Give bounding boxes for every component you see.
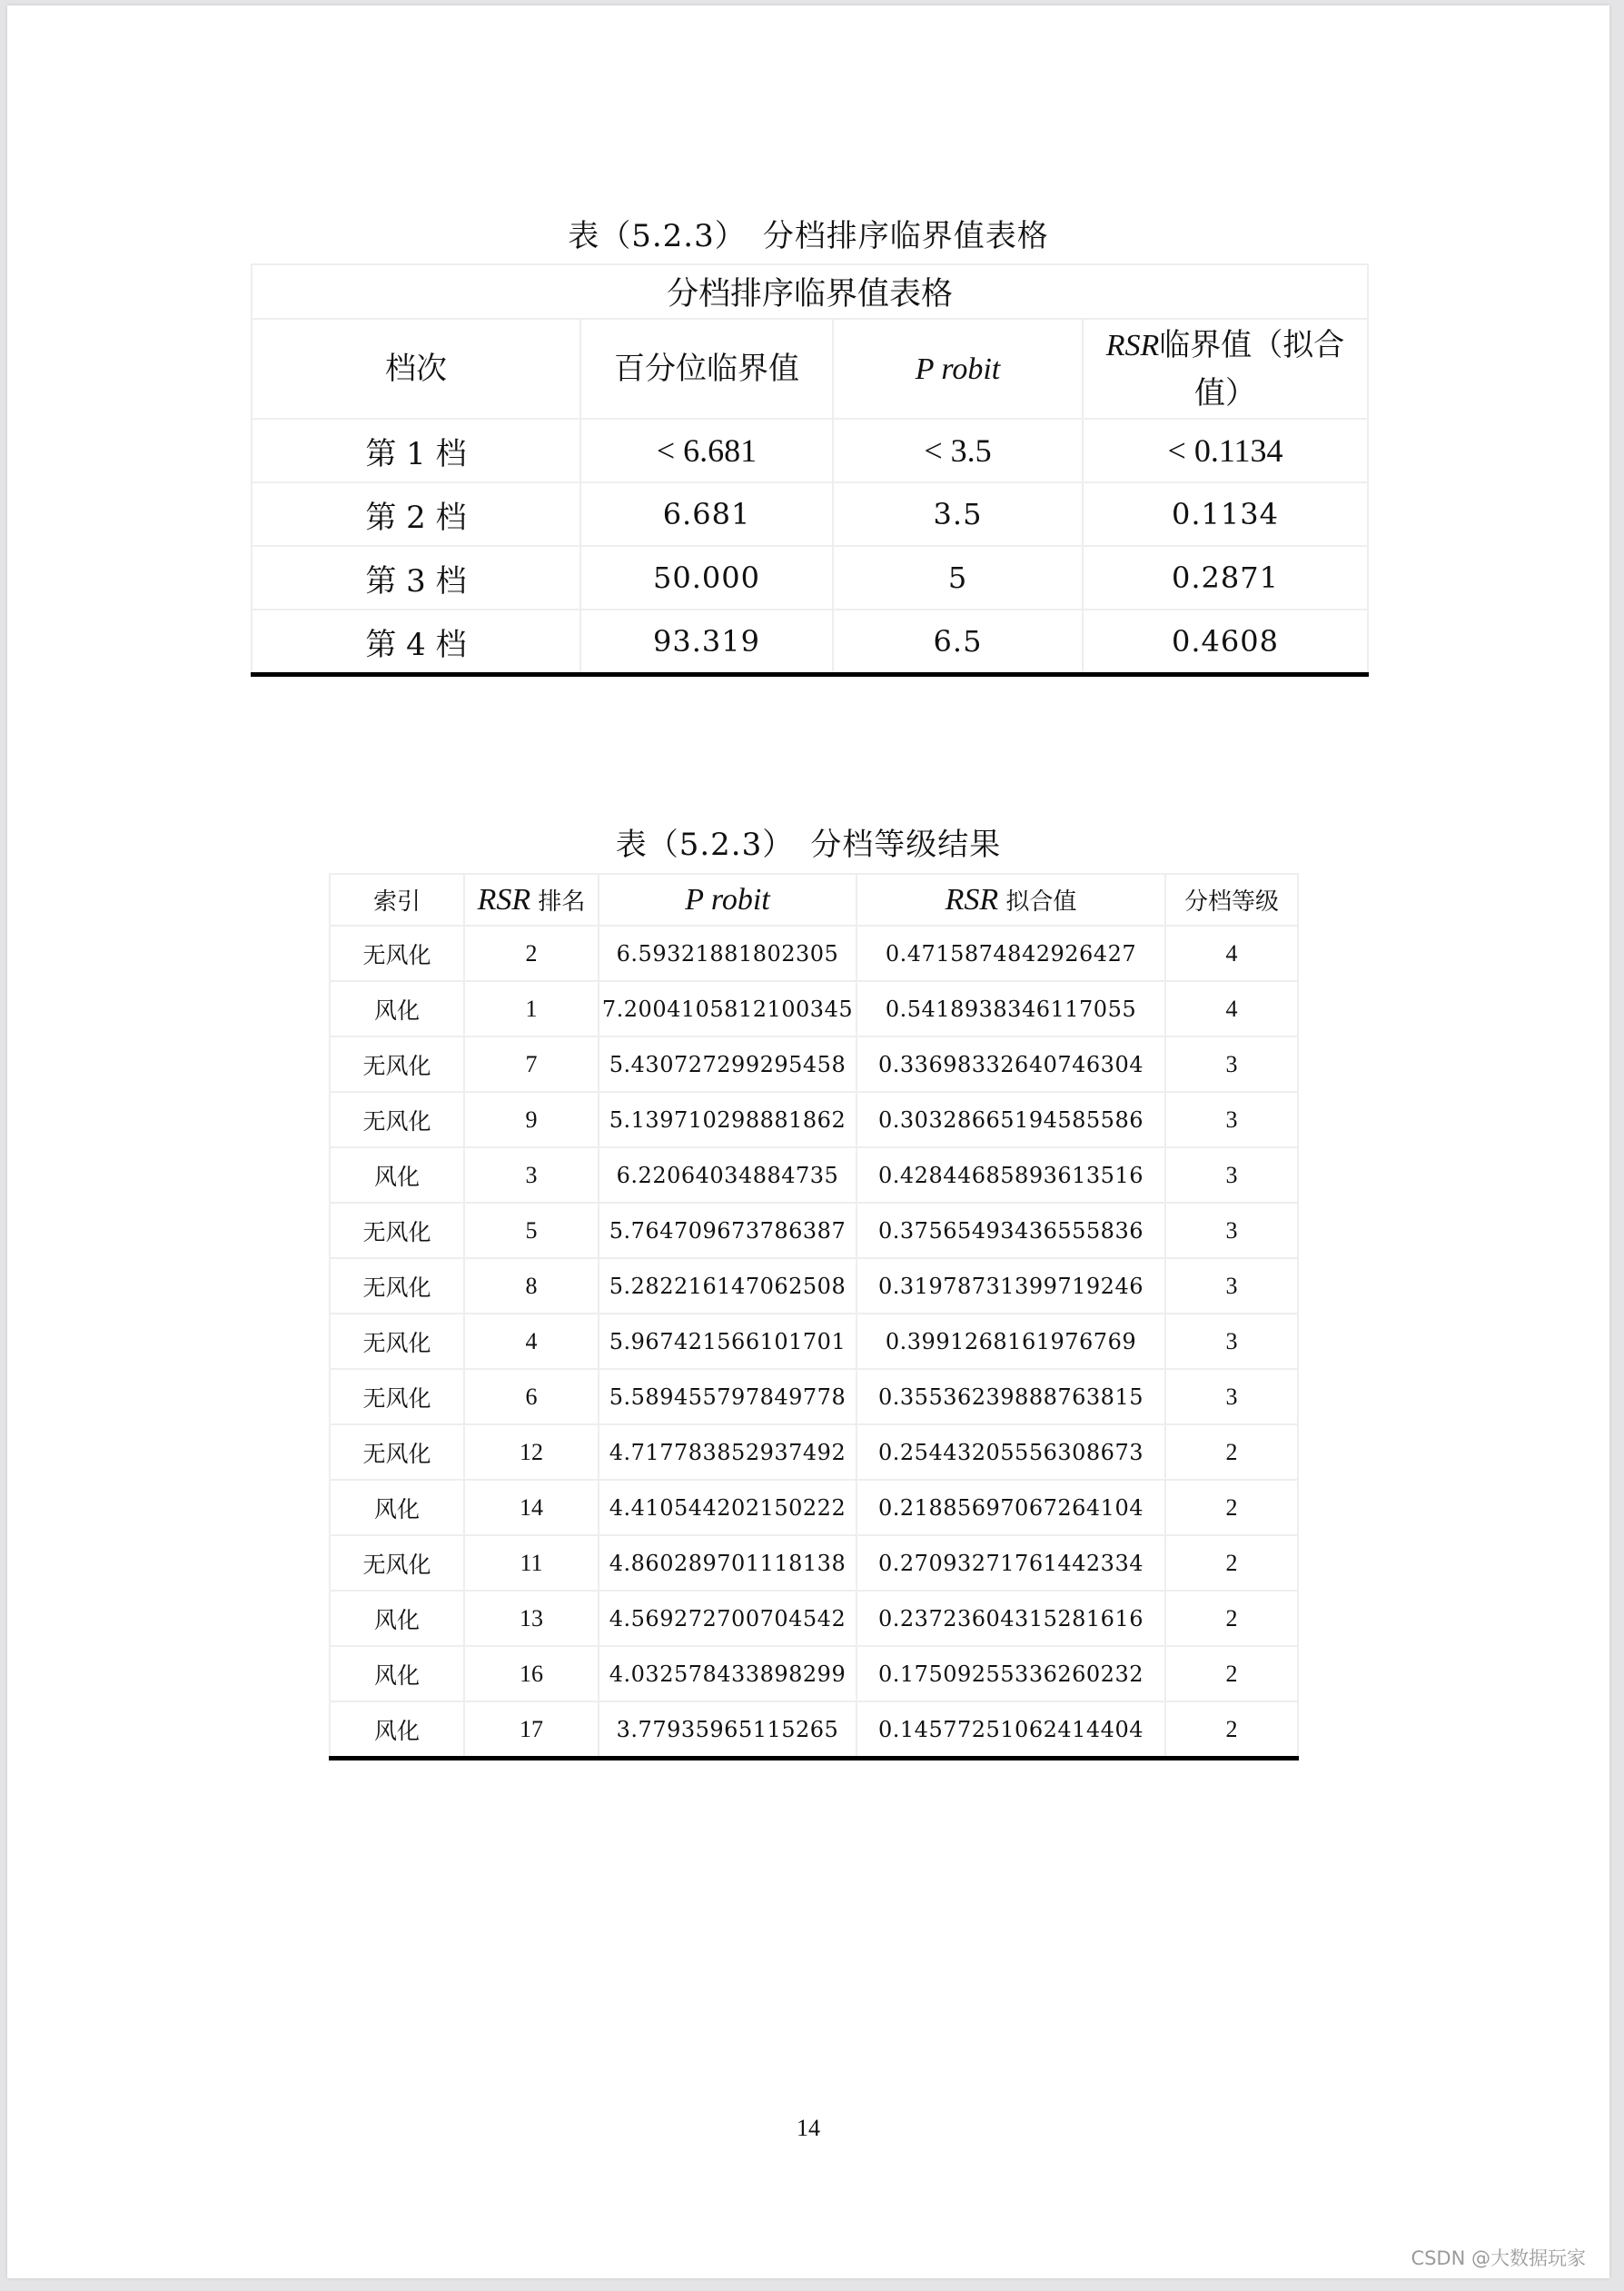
cell-rsr: < 0.1134 bbox=[1083, 419, 1368, 482]
cell-grade: 3 bbox=[1165, 1036, 1298, 1092]
table-header-row bbox=[252, 319, 1368, 419]
cell-fit: 0.23723604315281616 bbox=[857, 1591, 1165, 1646]
cell-probit: 5.764709673786387 bbox=[599, 1203, 857, 1258]
cell-fit: 0.33698332640746304 bbox=[857, 1036, 1165, 1092]
header-fit-text: 拟合值 bbox=[1005, 888, 1077, 916]
cell-grade: 4 bbox=[1165, 926, 1298, 981]
table-row bbox=[330, 1258, 1298, 1314]
cell-fit: 0.35536239888763815 bbox=[857, 1369, 1165, 1424]
threshold-table bbox=[251, 263, 1369, 677]
cell-index: 无风化 bbox=[330, 1314, 464, 1369]
table-row bbox=[330, 926, 1298, 981]
cell-fit: 0.42844685893613516 bbox=[857, 1147, 1165, 1203]
cell-rank: 14 bbox=[464, 1480, 599, 1535]
cell-index: 无风化 bbox=[330, 926, 464, 981]
cell-grade: 2 bbox=[1165, 1535, 1298, 1591]
cell-grade: 3 bbox=[1165, 1258, 1298, 1314]
cell-grade: 2 bbox=[1165, 1424, 1298, 1480]
table-row bbox=[330, 1535, 1298, 1591]
cell-probit: 5.967421566101701 bbox=[599, 1314, 857, 1369]
cell-probit: 6.59321881802305 bbox=[599, 926, 857, 981]
cell-rsr: 0.2871 bbox=[1083, 546, 1368, 610]
cell-fit: 0.30328665194585586 bbox=[857, 1092, 1165, 1147]
cell-fit: 0.4715874842926427 bbox=[857, 926, 1165, 981]
table1-caption-title: 分档排序临界值表格 bbox=[762, 218, 1049, 254]
table-row bbox=[252, 482, 1368, 546]
header-grade: 分档等级 bbox=[1165, 874, 1298, 926]
cell-probit: 5 bbox=[833, 546, 1083, 610]
cell-probit: 5.430727299295458 bbox=[599, 1036, 857, 1092]
cell-grade: 2 bbox=[1165, 1646, 1298, 1701]
header-rsr-threshold bbox=[1083, 319, 1368, 419]
cell-rank: 8 bbox=[464, 1258, 599, 1314]
table-row bbox=[330, 1147, 1298, 1203]
cell-probit: 3.77935965115265 bbox=[599, 1701, 857, 1759]
cell-rank: 1 bbox=[464, 981, 599, 1036]
header-probit bbox=[833, 319, 1083, 419]
cell-grade: 3 bbox=[1165, 1147, 1298, 1203]
cell-index: 无风化 bbox=[330, 1092, 464, 1147]
table-row bbox=[330, 1646, 1298, 1701]
cell-level: 第 2 档 bbox=[252, 482, 580, 546]
header-rsr-text: 临界值（拟合值） bbox=[1159, 326, 1345, 412]
cell-rank: 5 bbox=[464, 1203, 599, 1258]
cell-index: 风化 bbox=[330, 1591, 464, 1646]
cell-rank: 16 bbox=[464, 1646, 599, 1701]
table-row bbox=[330, 981, 1298, 1036]
cell-probit: < 3.5 bbox=[833, 419, 1083, 482]
cell-index: 无风化 bbox=[330, 1535, 464, 1591]
cell-rank: 3 bbox=[464, 1147, 599, 1203]
cell-level: 第 3 档 bbox=[252, 546, 580, 610]
header-percentile: 百分位临界值 bbox=[580, 319, 833, 419]
cell-rsr: 0.1134 bbox=[1083, 482, 1368, 546]
cell-grade: 3 bbox=[1165, 1314, 1298, 1369]
cell-rank: 11 bbox=[464, 1535, 599, 1591]
table-row bbox=[330, 1314, 1298, 1369]
cell-fit: 0.3991268161976769 bbox=[857, 1314, 1165, 1369]
table-header-row bbox=[330, 874, 1298, 926]
cell-probit: 4.717783852937492 bbox=[599, 1424, 857, 1480]
table-row bbox=[252, 610, 1368, 675]
cell-fit: 0.21885697067264104 bbox=[857, 1480, 1165, 1535]
cell-level: 第 1 档 bbox=[252, 419, 580, 482]
table-row bbox=[330, 1092, 1298, 1147]
cell-probit: 6.5 bbox=[833, 610, 1083, 675]
cell-index: 无风化 bbox=[330, 1424, 464, 1480]
cell-rsr: 0.4608 bbox=[1083, 610, 1368, 675]
cell-index: 无风化 bbox=[330, 1036, 464, 1092]
header-index: 索引 bbox=[330, 874, 464, 926]
cell-fit: 0.37565493436555836 bbox=[857, 1203, 1165, 1258]
table-row bbox=[330, 1424, 1298, 1480]
table2-caption-title: 分档等级结果 bbox=[810, 827, 1002, 863]
table-row bbox=[330, 1591, 1298, 1646]
cell-index: 无风化 bbox=[330, 1369, 464, 1424]
cell-probit: 4.032578433898299 bbox=[599, 1646, 857, 1701]
table-row bbox=[330, 1036, 1298, 1092]
cell-grade: 2 bbox=[1165, 1591, 1298, 1646]
cell-percentile: 6.681 bbox=[580, 482, 833, 546]
page-number: 14 bbox=[797, 2115, 820, 2141]
table-title-row bbox=[252, 264, 1368, 319]
table2-caption-prefix: 表（5.2.3） bbox=[615, 827, 795, 863]
table2-caption bbox=[7, 819, 1609, 864]
header-rsr-italic: RSR bbox=[945, 882, 999, 917]
cell-probit: 5.589455797849778 bbox=[599, 1369, 857, 1424]
cell-fit: 0.31978731399719246 bbox=[857, 1258, 1165, 1314]
cell-rank: 12 bbox=[464, 1424, 599, 1480]
table-row bbox=[330, 1369, 1298, 1424]
cell-percentile: 50.000 bbox=[580, 546, 833, 610]
document-page bbox=[7, 5, 1609, 2278]
table-row bbox=[330, 1203, 1298, 1258]
cell-rank: 6 bbox=[464, 1369, 599, 1424]
header-level: 档次 bbox=[252, 319, 580, 419]
cell-rank: 7 bbox=[464, 1036, 599, 1092]
cell-fit: 0.5418938346117055 bbox=[857, 981, 1165, 1036]
cell-rank: 2 bbox=[464, 926, 599, 981]
cell-index: 风化 bbox=[330, 981, 464, 1036]
table-row bbox=[330, 1480, 1298, 1535]
cell-fit: 0.25443205556308673 bbox=[857, 1424, 1165, 1480]
table-row bbox=[330, 1701, 1298, 1759]
header-probit-label: P robit bbox=[915, 352, 1001, 386]
cell-probit: 4.410544202150222 bbox=[599, 1480, 857, 1535]
cell-grade: 2 bbox=[1165, 1701, 1298, 1759]
cell-probit: 7.2004105812100345 bbox=[599, 981, 857, 1036]
cell-probit: 3.5 bbox=[833, 482, 1083, 546]
cell-probit: 5.139710298881862 bbox=[599, 1092, 857, 1147]
header-probit bbox=[599, 874, 857, 926]
cell-index: 风化 bbox=[330, 1646, 464, 1701]
cell-fit: 0.27093271761442334 bbox=[857, 1535, 1165, 1591]
header-rsr-fit bbox=[857, 874, 1165, 926]
cell-grade: 4 bbox=[1165, 981, 1298, 1036]
cell-rank: 9 bbox=[464, 1092, 599, 1147]
watermark: CSDN @大数据玩家 bbox=[1411, 2247, 1586, 2269]
cell-grade: 2 bbox=[1165, 1480, 1298, 1535]
cell-probit: 4.569272700704542 bbox=[599, 1591, 857, 1646]
cell-index: 无风化 bbox=[330, 1203, 464, 1258]
header-rsr-italic: RSR bbox=[477, 882, 531, 917]
header-rank-text: 排名 bbox=[538, 888, 586, 916]
cell-probit: 4.860289701118138 bbox=[599, 1535, 857, 1591]
header-rsr-rank bbox=[464, 874, 599, 926]
header-rsr-italic: RSR bbox=[1105, 328, 1160, 362]
cell-index: 无风化 bbox=[330, 1258, 464, 1314]
cell-index: 风化 bbox=[330, 1480, 464, 1535]
table-row bbox=[252, 546, 1368, 610]
header-probit-label: P robit bbox=[685, 882, 770, 917]
cell-level: 第 4 档 bbox=[252, 610, 580, 675]
cell-index: 风化 bbox=[330, 1147, 464, 1203]
grading-results-table bbox=[329, 873, 1299, 1760]
cell-grade: 3 bbox=[1165, 1203, 1298, 1258]
cell-probit: 5.282216147062508 bbox=[599, 1258, 857, 1314]
table-row bbox=[252, 419, 1368, 482]
cell-percentile: < 6.681 bbox=[580, 419, 833, 482]
cell-index: 风化 bbox=[330, 1701, 464, 1759]
table1-caption bbox=[7, 211, 1609, 255]
cell-grade: 3 bbox=[1165, 1369, 1298, 1424]
cell-fit: 0.17509255336260232 bbox=[857, 1646, 1165, 1701]
table-title: 分档排序临界值表格 bbox=[252, 264, 1368, 319]
cell-rank: 13 bbox=[464, 1591, 599, 1646]
cell-probit: 6.22064034884735 bbox=[599, 1147, 857, 1203]
cell-percentile: 93.319 bbox=[580, 610, 833, 675]
cell-grade: 3 bbox=[1165, 1092, 1298, 1147]
cell-rank: 17 bbox=[464, 1701, 599, 1759]
cell-fit: 0.14577251062414404 bbox=[857, 1701, 1165, 1759]
table1-caption-prefix: 表（5.2.3） bbox=[568, 218, 747, 254]
cell-rank: 4 bbox=[464, 1314, 599, 1369]
